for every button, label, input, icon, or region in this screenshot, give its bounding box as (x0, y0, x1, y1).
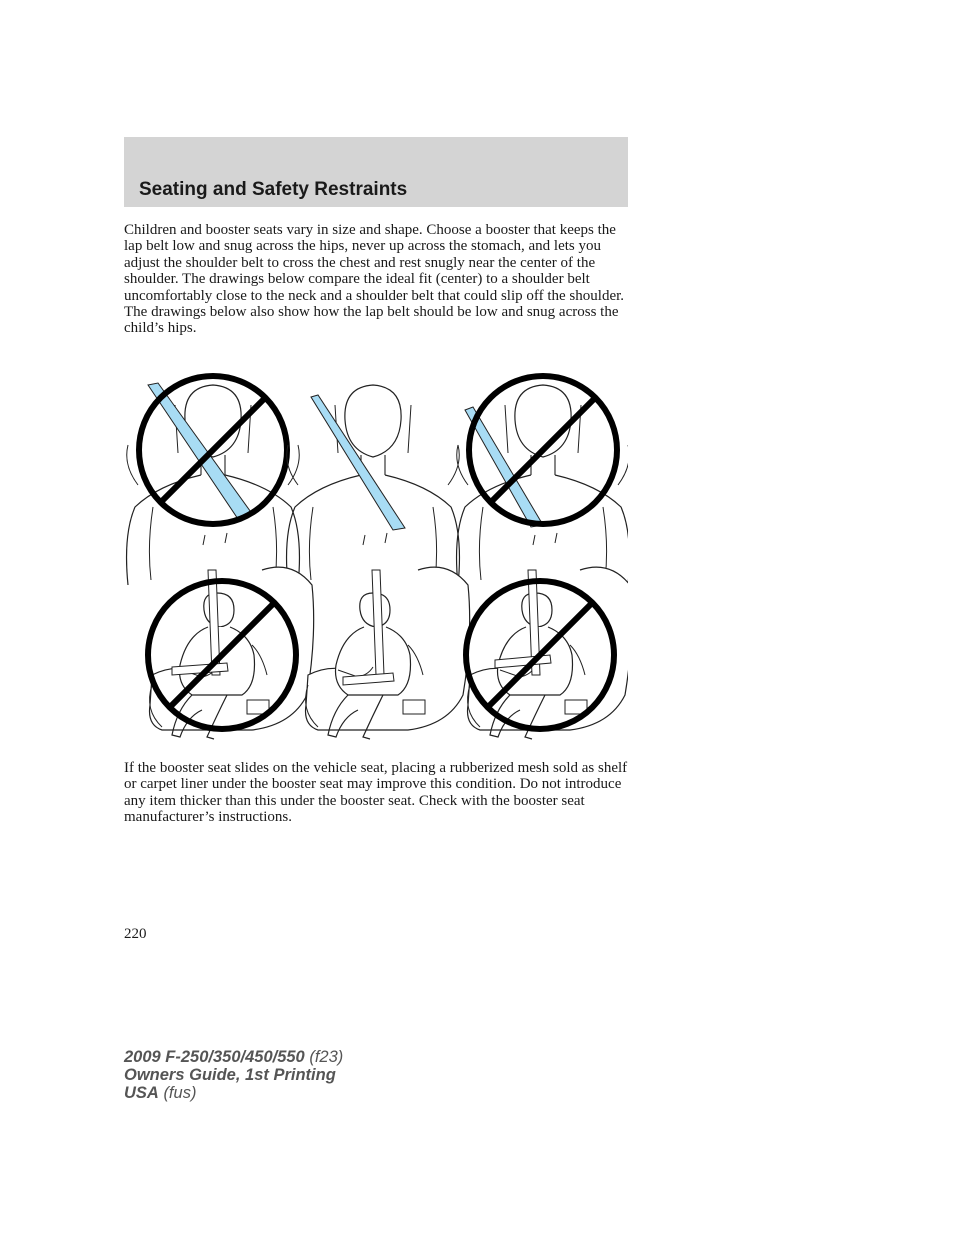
document-footer (124, 1048, 343, 1102)
drawing-booster-correct (306, 567, 470, 739)
drawing-belt-near-neck (127, 376, 300, 585)
intro-paragraph: Children and booster seats vary in size and shape. Choose a booster that keeps the lap belt low and snug across the hips, never up across the stomach, and lets you adjust the shoulder belt to cross the chest and rest snugly near the center of the shoulder. The drawings below compare the ideal fit (center) to a shoulder belt uncomfortably close to the neck and a shoulder belt that could slip off the shoulder. The drawings below also show how the lap belt should be low and snug across the child’s hips. (124, 222, 625, 337)
drawing-booster-belt-low (466, 567, 628, 739)
page-number: 220 (124, 926, 147, 942)
footer-line-2: Owners Guide, 1st Printing (124, 1066, 336, 1084)
section-header-band (124, 137, 628, 207)
drawing-booster-belt-high (148, 567, 314, 739)
footer-line-1: 2009 F-250/350/450/550 (f23) (124, 1048, 344, 1066)
footer-line-3: USA (fus) (124, 1084, 197, 1102)
drawing-belt-correct-fit (287, 385, 460, 585)
booster-slide-paragraph: If the booster seat slides on the vehicle seat, placing a rubberized mesh sold as shelf or carpet liner under the booster seat may improve this condition. Do not introduce any item thicker than this under the booster seat. Check with the booster seat manufacturer’s instructions. (124, 760, 628, 826)
belt-fit-illustration (124, 370, 628, 740)
section-title: Seating and Safety Restraints (139, 179, 408, 200)
drawing-belt-off-shoulder (457, 376, 628, 585)
